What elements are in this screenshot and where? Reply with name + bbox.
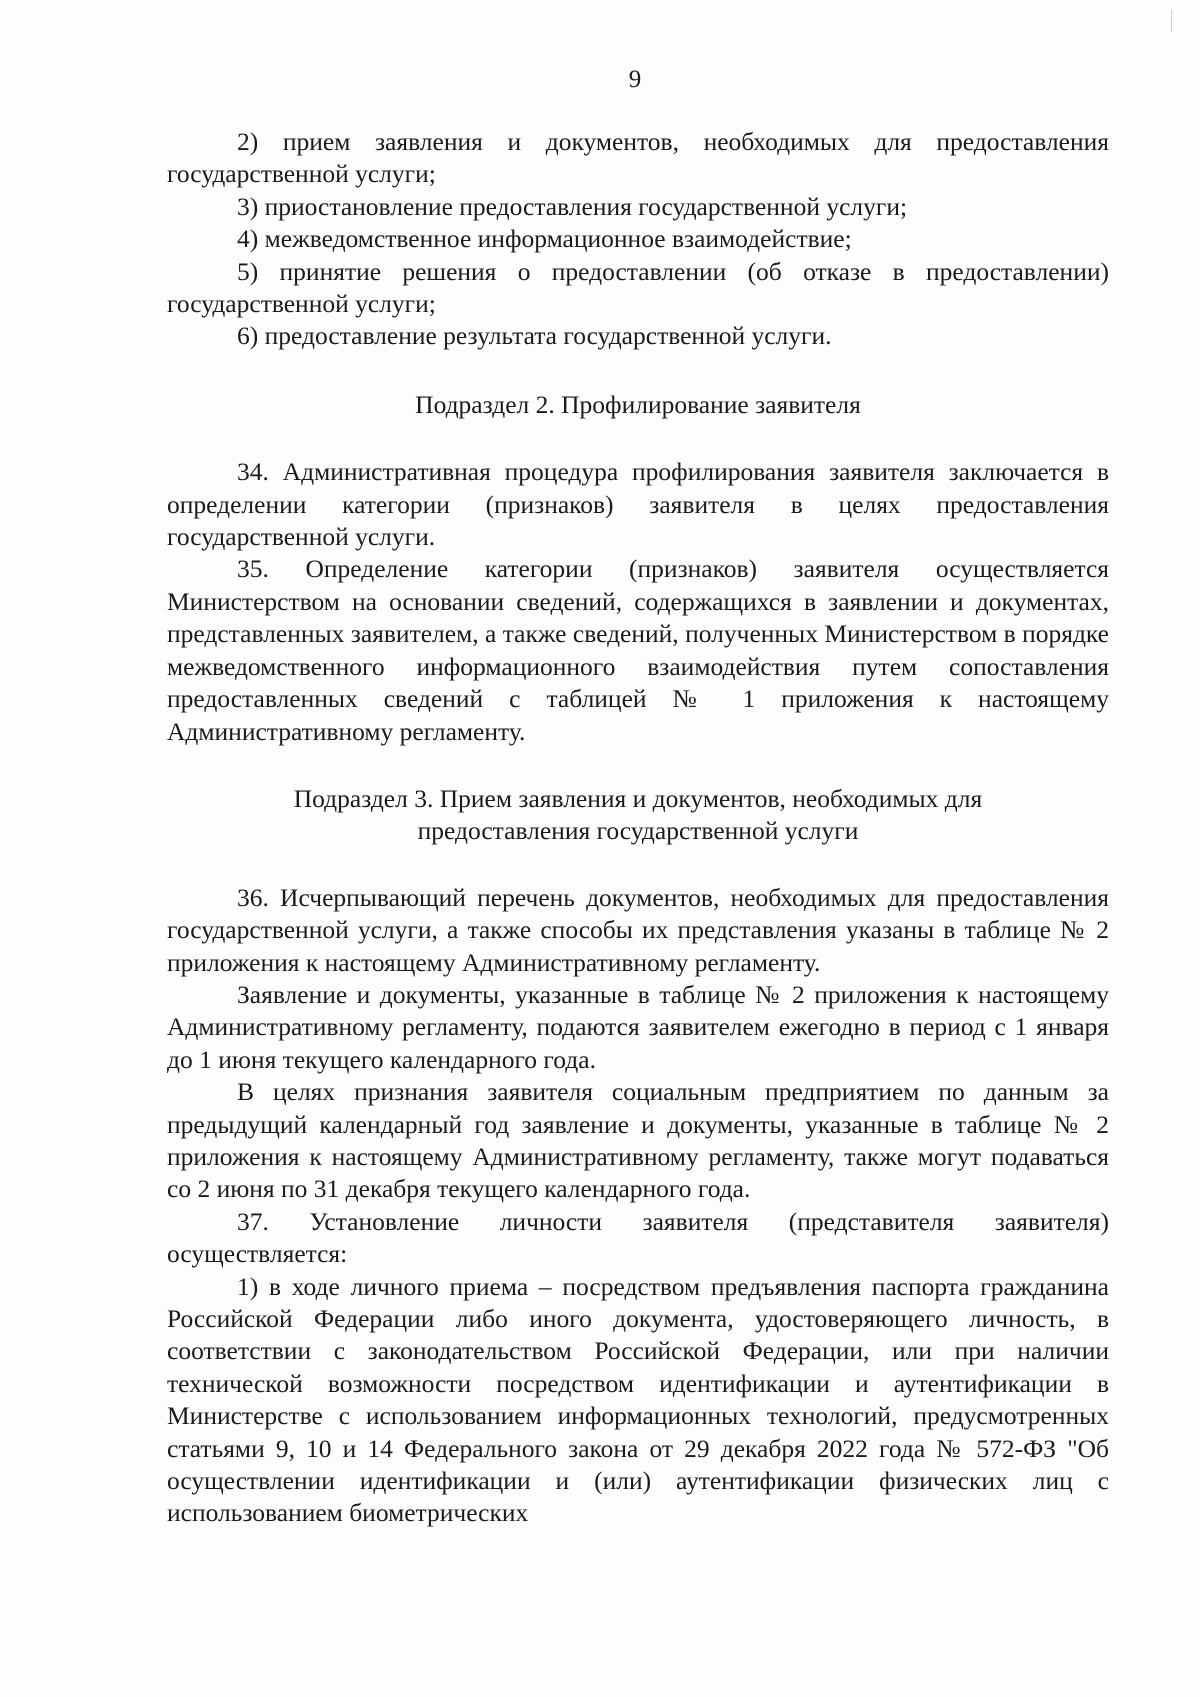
paragraph: 3) приостановление предоставления государственной услуги; [237,191,908,221]
section-heading: Подраздел 2. Профилирование заявителя [415,389,861,419]
section-heading-line: Подраздел 3. Прием заявления и документов, необходимых для [293,783,983,813]
paragraph: В целях признания заявителя социальным предприятием по данным за предыдущий календарный год заявление и документы, указанные в таблице № 2 приложения к настоящему Административному регламенту, также могут подаваться со 2 июня по 31 декабря текущего календарного года. [167,1077,1109,1204]
paragraph: 4) межведомственное информационное взаимодействие; [237,224,852,254]
paragraph: 37. Установление личности заявителя (представителя заявителя) осуществляется: [167,1206,1109,1269]
paragraph: 2) прием заявления и документов, необходимых для предоставления государственной услуги; [167,127,1109,189]
paragraph: 36. Исчерпывающий перечень документов, необходимых для предоставления государственной услуги, а также способы их представления указаны в таблице № 2 приложения к настоящему Административному регламенту. [167,882,1109,977]
paragraph: 1) в ходе личного приема – посредством предъявления паспорта гражданина Российской Федерации либо иного документа, удостоверяющего личность, в соответствии с законодательством Российской Федерации, или при наличии технической возможности посредством идентификации и аутентификации в Министерстве с использованием информационных технологий, предусмотренных статьями 9, 10 и 14 Федерального закона от 29 декабря 2022 года № 572-ФЗ "Об осуществлении идентификации и (или) аутентификации физических лиц с использованием биометрических [167,1271,1109,1528]
paragraph: 34. Административная процедура профилирования заявителя заключается в определении категории (признаков) заявителя в целях предоставления государственной услуги. [167,457,1109,552]
document-body [167,126,1109,1530]
paragraph: 5) принятие решения о предоставлении (об отказе в предоставлении) государственной услуги; [167,256,1109,319]
paragraph: Заявление и документы, указанные в таблице № 2 приложения к настоящему Административному регламенту, подаются заявителем ежегодно в период с 1 января до 1 июня текущего календарного года. [167,979,1109,1074]
paragraph: 35. Определение категории (признаков) заявителя осуществляется Министерством на основании сведений, содержащихся в заявлении и документах, представленных заявителем, а также сведений, полученных Министерством в порядке межведомственного информационного взаимодействия путем сопоставления предоставленных сведений с таблицей № 1 приложения к настоящему Административному регламенту. [167,554,1109,746]
section-heading-line: предоставления государственной услуги [417,816,859,846]
paragraph: 6) предоставление результата государственной услуги. [237,321,832,351]
page-number: 9 [628,66,642,93]
scan-edge-mark [1171,10,1172,32]
